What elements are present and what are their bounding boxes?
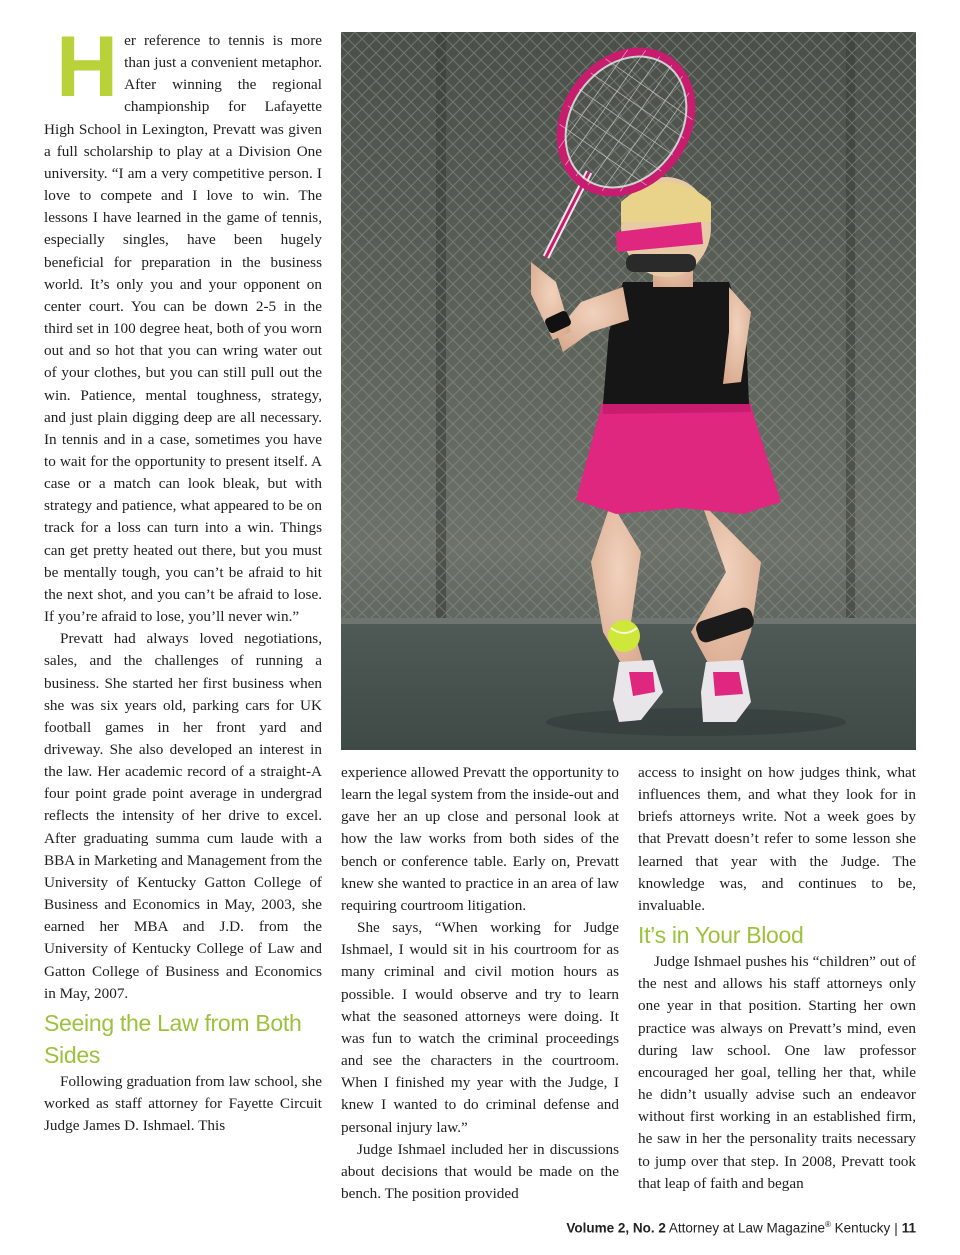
section-heading: Seeing the Law from Both Sides [44,1009,302,1068]
drop-cap: H [56,19,119,115]
paragraph: Judge Ishmael included her in discussions about decisions that would be made on the bench. The position provided [341,1140,619,1202]
page-footer [566,1220,916,1236]
paragraph: access to insight on how judges think, what influences them, and what they look for in briefs attorneys write. Not a week goes by that Prevatt doesn’t refer to some lesson she learned that year with the Judge. The knowledge was, and continues to be, invaluable. [638,764,916,914]
paragraph: Following graduation from law school, she worked as staff attorney for Fayette Circuit Judge James D. Ishmael. This [44,1072,322,1135]
registered-mark: ® [825,1220,831,1229]
paragraph: She says, “When working for Judge Ishmael, I would sit in his courtroom for as many criminal and civil motion hours as possible. I would observe and try to learn what the seasoned attorneys were doing. It was fun to watch the criminal proceedings and see the characters in the courtroom. When I finished my year with the Judge, I knew I wanted to do criminal defense and personal injury law.” [341,919,619,1136]
volume-number: Volume 2, No. 2 [566,1220,666,1236]
paragraph: Judge Ishmael pushes his “children” out of the nest and allows his staff attorneys only one year in that position. Starting her own practice was always on Prevatt’s mind, even during law school. One law professor encouraged her goal, telling her that, while he didn’t usually advise such an endeavor without first working in an established firm, he saw in her the personality traits necessary to jump over that step. In 2008, Prevatt took that leap of faith and began [638,953,916,1192]
magazine-state: Kentucky [834,1220,891,1236]
tennis-player-photo [341,32,916,750]
page-number: 11 [901,1220,916,1236]
photo-illustration [341,32,916,750]
article-column-3 [638,762,916,1195]
section-heading: It’s in Your Blood [638,922,804,949]
paragraph: er reference to tennis is more than just a convenient metaphor. After winning the regional championship for Lafayette High School in Lexington, Prevatt was given a full scholarship to play at a Division One university. “I am a very competitive person. I love to compete and I love to win. The lessons I have learned in the game of tennis, especially singles, have been hugely beneficial for preparation in the business world. It’s only you and your opponent on center court. You can be down 2-5 in the third set in 100 degree heat, both of you worn out and so hot that you can wring water out of your clothes, but you can still pull out the win. Patience, mental toughness, strategy, and just plain digging deep are all necessary. In tennis and in a case, sometimes you have to wait for the opportunity to present itself. A case or a match can look bleak, but with strategy and patience, what appeared to be on track for a loss can turn into a win. Things can get pretty heated out there, but you must be mentally tough, you can’t be afraid to hit the next shot, and you can’t be afraid to lose. If you’re afraid to lose, you’ll never win.” [44,32,322,626]
article-column-1 [44,19,322,1137]
article-column-2 [341,762,619,1205]
footer-separator: | [894,1220,898,1236]
paragraph: Prevatt had always loved negotiations, sales, and the challenges of running a business. She started her first business when she was six years old, parking cars for UK football games in her front yard and driveway. She also developed an interest in the law. Her academic record of a straight-A four point grade point average in undergrad reflects the intensity of her drive to excel. After graduating summa cum laude with a BBA in Marketing and Management from the University of Kentucky Gatton College of Business and Economics in May, 2003, she earned her MBA and J.D. from the University of Kentucky College of Law and Gatton College of Business and Economics in May, 2007. [44,630,322,1002]
magazine-name: Attorney at Law Magazine [668,1220,825,1236]
paragraph: experience allowed Prevatt the opportunity to learn the legal system from the inside-out and gave her an up close and personal look at how the law works from both sides of the bench or conference table. Early on, Prevatt knew she wanted to practice in an area of law requiring courtroom litigation. [341,764,619,914]
